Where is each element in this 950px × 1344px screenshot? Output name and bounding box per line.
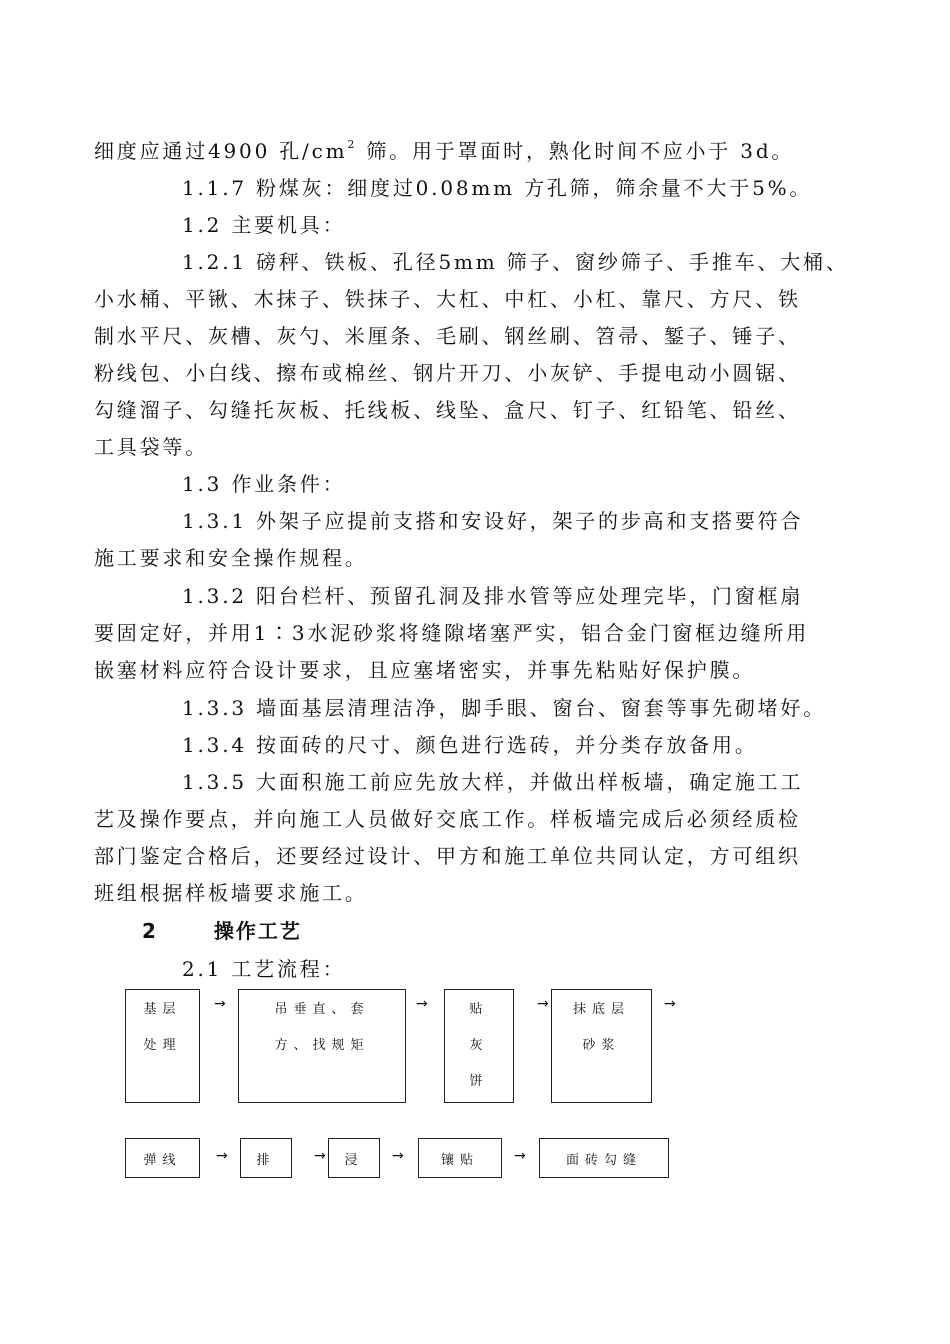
flow-box-base-treatment [125, 989, 200, 1103]
flow-arrow: → [514, 1148, 526, 1164]
paragraph-line: 班组根据样板墙要求施工。 [94, 881, 368, 905]
flow-box-label: 灰 [469, 1038, 489, 1053]
text: 筛。用于罩面时，熟化时间不应小于 3d。 [357, 139, 795, 163]
flow-box-plaster-pads [444, 989, 514, 1103]
superscript: 2 [347, 138, 358, 151]
paragraph-line: 1.3.4 按面砖的尺寸、颜色进行选砖，并分类存放备用。 [182, 733, 758, 757]
flow-box-snap-lines [125, 1138, 200, 1178]
flow-box-plumb-square [238, 989, 406, 1103]
flow-box-label: 砂浆 [582, 1038, 621, 1053]
flow-box-label: 方、找规矩 [274, 1038, 370, 1053]
paragraph-line: 1.3.3 墙面基层清理洁净，脚手眼、窗台、窗套等事先砌堵好。 [182, 696, 827, 720]
paragraph-line: 要固定好，并用1∶3水泥砂浆将缝隙堵塞严实，铝合金门窗框边缝所用 [94, 621, 810, 645]
section-number: 2 [142, 919, 158, 943]
subsection-heading: 2.1 工艺流程： [182, 957, 346, 981]
flow-box-label: 贴 [469, 1002, 489, 1017]
paragraph-line: 工具袋等。 [94, 435, 208, 459]
flow-arrow: → [416, 996, 428, 1012]
flow-arrow: → [664, 996, 676, 1012]
flow-box-label: 吊垂直、套 [274, 1002, 370, 1017]
flow-box-arrange [240, 1138, 292, 1178]
paragraph-line [94, 139, 794, 163]
paragraph-line: 粉线包、小白线、擦布或棉丝、钢片开刀、小灰铲、手提电动小圆锯、 [94, 361, 801, 385]
paragraph-line: 小水桶、平锹、木抹子、铁抹子、大杠、中杠、小杠、靠尺、方尺、铁 [94, 287, 801, 311]
paragraph-line: 勾缝溜子、勾缝托灰板、托线板、线坠、盒尺、钉子、红铅笔、铅丝、 [94, 398, 801, 422]
paragraph-line: 艺及操作要点，并向施工人员做好交底工作。样板墙完成后必须经质检 [94, 807, 801, 831]
flow-box-label: 弹线 [143, 1153, 182, 1168]
text: 细度应通过4900 孔/cm [94, 139, 348, 163]
section-heading: 1.2 主要机具： [182, 213, 346, 237]
section-title: 操作工艺 [213, 919, 302, 943]
section-heading: 1.3 作业条件： [182, 472, 346, 496]
flow-box-label: 面砖勾缝 [565, 1153, 642, 1168]
flow-arrow: → [392, 1148, 404, 1164]
flow-box-base-mortar [551, 989, 652, 1103]
flow-box-label: 镶贴 [440, 1153, 479, 1168]
flow-box-label: 基层 [143, 1002, 182, 1017]
flow-box-tiling [418, 1138, 502, 1178]
paragraph-line: 1.3.2 阳台栏杆、预留孔洞及排水管等应处理完毕，门窗框扇 [182, 584, 804, 608]
flow-box-grouting [539, 1138, 669, 1178]
paragraph-line: 嵌塞材料应符合设计要求，且应塞堵密实，并事先粘贴好保护膜。 [94, 658, 756, 682]
paragraph-line: 制水平尺、灰槽、灰勺、米厘条、毛刷、钢丝刷、笤帚、錾子、锤子、 [94, 324, 801, 348]
flow-arrow: → [314, 1148, 326, 1164]
section-2-heading [142, 919, 302, 943]
flow-box-label: 处理 [143, 1038, 182, 1053]
flow-arrow: → [216, 1148, 228, 1164]
flow-box-label: 抹底层 [572, 1002, 630, 1017]
flow-box-label: 浸 [344, 1153, 364, 1168]
flow-box-soak [328, 1138, 380, 1178]
paragraph-line: 1.2.1 磅秤、铁板、孔径5mm 筛子、窗纱筛子、手推车、大桶、 [182, 250, 849, 274]
paragraph-line: 部门鉴定合格后，还要经过设计、甲方和施工单位共同认定，方可组织 [94, 844, 801, 868]
paragraph-line: 1.3.1 外架子应提前支搭和安设好，架子的步高和支搭要符合 [182, 509, 804, 533]
paragraph-line: 施工要求和安全操作规程。 [94, 546, 368, 570]
flow-box-label: 排 [256, 1153, 276, 1168]
flow-box-label: 饼 [469, 1074, 489, 1089]
paragraph-line: 1.3.5 大面积施工前应先放大样，并做出样板墙，确定施工工 [182, 770, 804, 794]
flow-arrow: → [537, 996, 549, 1012]
flow-arrow: → [214, 996, 226, 1012]
paragraph-line: 1.1.7 粉煤灰：细度过0.08mm 方孔筛，筛余量不大于5%。 [182, 176, 813, 200]
